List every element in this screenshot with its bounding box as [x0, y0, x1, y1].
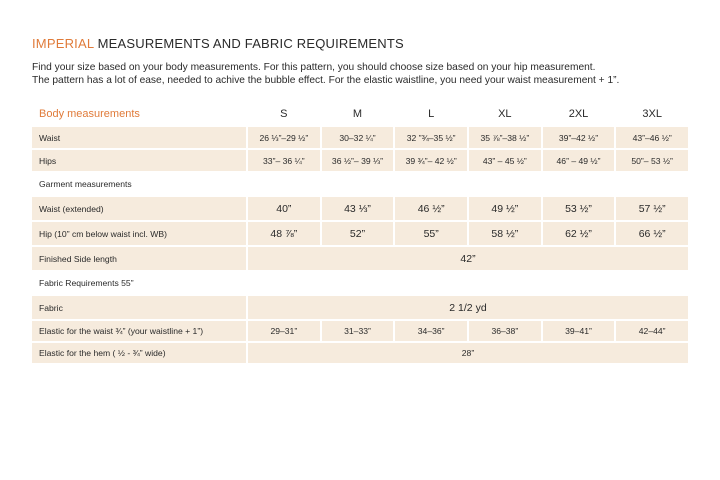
- garment-waist-row-label: Waist (extended): [32, 197, 246, 220]
- body-waist-row-value: 32 ”¾–35 ½”: [395, 127, 467, 148]
- garment-hip-row-value: 48 ⅞”: [248, 222, 320, 245]
- garment-hip-row-value: 55”: [395, 222, 467, 245]
- body-waist-row-value: 26 ⅓”–29 ½”: [248, 127, 320, 148]
- body-waist-row-value: 39”–42 ½”: [543, 127, 615, 148]
- elastic-hem-row-value: 28”: [248, 343, 688, 363]
- fabric-row-label: Fabric: [32, 296, 246, 319]
- size-header-xl: XL: [498, 108, 512, 120]
- body-hips-row-value: 33”– 36 ¼”: [248, 150, 320, 171]
- elastic-waist-row-label: Elastic for the waist ¾” (your waistline + 1”): [32, 321, 246, 341]
- body-waist-row-value: 43”–46 ½”: [616, 127, 688, 148]
- size-header-s: S: [280, 108, 288, 120]
- body-waist-row-value: 35 ⅞”–38 ½”: [469, 127, 541, 148]
- body-hips-row-label: Hips: [32, 150, 246, 171]
- intro-line-1: Find your size based on your body measurements. For this pattern, you should choose size based on your hip measurement.: [32, 62, 596, 73]
- garment-waist-row-value: 40”: [248, 197, 320, 220]
- body-hips-row-value: 36 ½”– 39 ⅓”: [322, 150, 394, 171]
- body-waist-row-value: 30–32 ¼”: [322, 127, 394, 148]
- elastic-waist-row-value: 39–41”: [543, 321, 615, 341]
- garment-hip-row-label: Hip (10” cm below waist incl. WB): [32, 222, 246, 245]
- garment-measurements-heading: Garment measurements: [39, 179, 132, 189]
- fabric-row-value: 2 1/2 yd: [248, 296, 688, 319]
- title-accent: IMPERIAL: [32, 36, 94, 51]
- garment-waist-row-value: 43 ⅓”: [322, 197, 394, 220]
- elastic-waist-row-value: 34–36”: [395, 321, 467, 341]
- page-title: [32, 36, 404, 51]
- side-length-row-value: 42”: [248, 247, 688, 270]
- garment-hip-row-value: 62 ½”: [543, 222, 615, 245]
- garment-hip-row-value: 58 ½”: [469, 222, 541, 245]
- size-header-m: M: [352, 108, 363, 120]
- elastic-hem-row-label: Elastic for the hem ( ½ - ¾” wide): [32, 343, 246, 363]
- intro-text: [32, 62, 692, 87]
- size-table: [32, 103, 688, 365]
- garment-hip-row-value: 52”: [322, 222, 394, 245]
- garment-waist-row-value: 57 ½”: [616, 197, 688, 220]
- body-hips-row-value: 46” – 49 ½”: [543, 150, 615, 171]
- garment-waist-row-value: 49 ½”: [469, 197, 541, 220]
- garment-waist-row-value: 46 ½”: [395, 197, 467, 220]
- side-length-row-label: Finished Side length: [32, 247, 246, 270]
- intro-line-2: The pattern has a lot of ease, needed to achive the bubble effect. For the elastic waistline, you need your waist measurement + 1”.: [32, 74, 620, 86]
- elastic-waist-row-value: 42–44”: [616, 321, 688, 341]
- elastic-waist-row-value: 31–33”: [322, 321, 394, 341]
- garment-waist-row-value: 53 ½”: [543, 197, 615, 220]
- body-hips-row-value: 39 ¾”– 42 ½”: [395, 150, 467, 171]
- size-header-l: L: [428, 108, 435, 120]
- body-hips-row-value: 43” – 45 ½”: [469, 150, 541, 171]
- size-header-3xl: 3XL: [642, 108, 662, 120]
- table-header-label: Body measurements: [39, 108, 140, 120]
- elastic-waist-row-value: 29–31”: [248, 321, 320, 341]
- body-waist-row-label: Waist: [32, 127, 246, 148]
- size-header-2xl: 2XL: [568, 108, 589, 120]
- title-rest: MEASUREMENTS AND FABRIC REQUIREMENTS: [93, 36, 404, 51]
- fabric-requirements-heading: Fabric Requirements 55”: [39, 278, 134, 288]
- elastic-waist-row-value: 36–38”: [469, 321, 541, 341]
- body-hips-row-value: 50”– 53 ½”: [616, 150, 688, 171]
- garment-hip-row-value: 66 ½”: [616, 222, 688, 245]
